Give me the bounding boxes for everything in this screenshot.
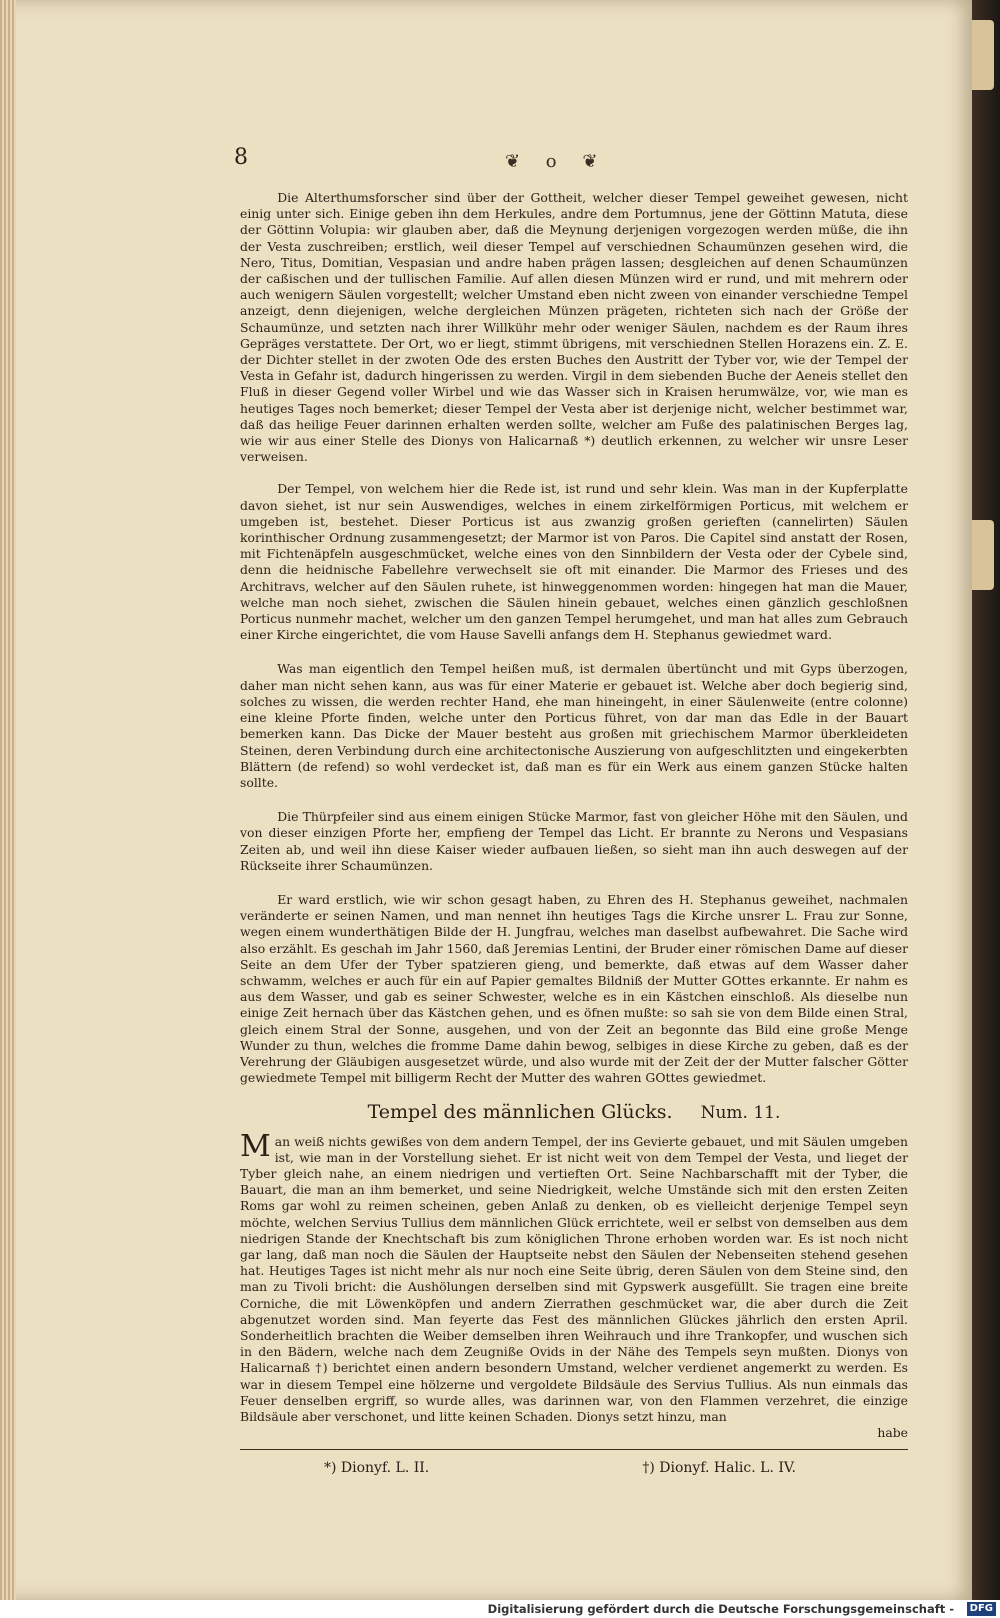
page-header	[234, 145, 908, 190]
dfg-logo: DFG	[967, 1602, 996, 1616]
page-number: 8	[234, 145, 248, 170]
paragraph-3: Was man eigentlich den Tempel heißen muß, ist dermalen übertüncht und mit Gyps überzogen, daher man nicht sehen kann, aus was für einer Materie er gebauet ist. Welche aber doch begierig sind, solches zu wissen, die werden rechter Hand, ehe man hineingeht, in einer Säulenweite (entre colonne) eine kleine Pforte finden, welche unter den Porticus führet, von dar man das Edle in der Bauart bemerken kann. Das Dicke der Mauer besteht aus großen mit griechischem Marmor überkleideten Steinen, deren Verbindung durch eine architectonische Auszierung von aufgeschlitzten und eingekerbten Blättern (de refend) so wohl verdecket ist, daß man es für ein Werk aus einem ganzen Stücke halten sollte.	[240, 661, 908, 790]
footnote-1: *) Dionyf. L. II.	[324, 1460, 430, 1477]
page-tab	[972, 20, 994, 90]
paragraph-6	[240, 1128, 908, 1426]
footnotes	[240, 1460, 908, 1476]
drop-capital: M	[240, 1128, 271, 1164]
paragraph-2: Der Tempel, von welchem hier die Rede ist, ist rund und sehr klein. Was man in der Kupferplatte davon siehet, ist nur sein Auswendiges, welches in einem zirkelförmigen Porticus, mit welchem er umgeben ist, bestehet. Dieser Porticus ist aus zwanzig großen gerieften (cannelirten) Säulen korinthischer Ordnung zusammengesetzt; der Marmor ist von Paros. Die Capitel sind anstatt der Rosen, mit Fichtenäpfeln ausgeschmücket, welche eines von den Sinnbildern der Vesta oder der Cybele sind, denn die heidnische Fabellehre verwechselt sie oft mit einander. Die Marmor des Frieses und des Architravs, welcher auf den Säulen ruhete, ist hinweggenommen worden: hingegen hat man die Mauer, welche man noch siehet, zwischen die Säulen hinein gebauet, welches einen gänzlich geschloßnen Porticus nunmehr machet, welcher um den ganzen Tempel herumgehet, und man hat alles zum Gebrauch einer Kirche eingerichtet, die vom Hause Savelli anfangs dem H. Stephanus gewiedmet ward.	[240, 481, 908, 643]
page-tab	[972, 520, 994, 590]
paragraph-1: Die Alterthumsforscher sind über der Gottheit, welcher dieser Tempel geweihet gewesen, nicht einig unter sich. Einige geben ihn dem Herkules, andre dem Portumnus, jene der Göttinn Matuta, diese der Göttinn Volupia: wir glauben aber, daß die Meynung derjenigen vorgezogen werden müße, die ihn der Vesta zuschreiben; erstlich, weil dieser Tempel auf verschiednen Schaumünzen gesehen wird, die Nero, Titus, Domitian, Vespasian und andre haben prägen lassen; desgleichen auf denen Schaumünzen der caßischen und der tullischen Familie. Auf allen diesen Münzen wird er rund, und mit mehrern oder auch wenigern Säulen vorgestellt; welcher Umstand eben nicht zween von einander verschiedne Tempel anzeigt, denn diejenigen, welche dergleichen Münzen prägeten, richteten sich nach der Größe der Schaumünze, und setzten nach ihrer Willkühr mehr oder weniger Säulen, nachdem es der Raum ihres Gepräges verstattete. Der Ort, wo er liegt, stimmt übrigens, mit verschiednen Stellen Horazens ein. Z. E. der Dichter stellet in der zwoten Ode des ersten Buches den Austritt der Tyber vor, wie der Tempel der Vesta in Gefahr ist, dadurch hingerissen zu werden. Virgil in dem siebenden Buche der Aeneis stellet den Fluß in dieser Gegend voller Wirbel und wie das Wasser sich in Kraisen herumwälze, vor, wie man es heutiges Tages noch bemerket; dieser Tempel der Vesta aber ist derjenige nicht, welcher bestimmet war, daß das heilige Feuer darinnen erhalten werden sollte, welcher am Fuße des palatinischen Berges lag, wie wir aus einer Stelle des Dionys von Halicarnaß *) deutlich erkennen, zu welcher wir unsre Leser verweisen.	[240, 190, 908, 465]
paragraph-4: Die Thürpfeiler sind aus einem einigen Stücke Marmor, fast von gleicher Höhe mit den Säulen, und von dieser einzigen Pforte her, empfieng der Tempel das Licht. Er brannte zu Nerons und Vespasians Zeiten ab, und weil ihn diese Kaiser wieder aufbauen ließen, so sieht man ihn auch deswegen auf der Rückseite ihrer Schaumünzen.	[240, 809, 908, 873]
page-content	[234, 145, 908, 1477]
digitization-credit: Digitalisierung gefördert durch die Deutsche Forschungsgemeinschaft -	[487, 1602, 954, 1616]
paragraph-6-text: an weiß nichts gewißes von dem andern Tempel, der ins Gevierte gebauet, und mit Säulen umgeben ist, wie man in der Vorstellung siehet. Er ist nicht weit von dem Tempel der Vesta, und lieget der Tyber gleich nahe, an einem niedrigen und vertieften Ort. Seine Nachbarschafft mit der Tyber, die Bauart, die man an ihm bemerket, und seine Niedrigkeit, welche Umstände sich mit den ersten Zeiten Roms gar wohl zu reimen scheinen, geben Anlaß zu denken, ob es vielleicht derjenige Tempel seyn möchte, welchen Servius Tullius dem männlichen Glück errichtete, weil er selbst von demselben aus dem niedrigen Stande der Knechtschaft bis zum königlichen Throne erhoben worden war. Es ist noch nicht gar lang, daß man noch die Säulen der Hauptseite nebst den Säulen der Nebenseiten stehend gesehen hat. Heutiges Tages ist nicht mehr als nur noch eine Seite übrig, deren Säulen von dem Steine sind, den man zu Tivoli bricht: die Aushölungen derselben sind mit Gypswerk ausgefüllt. Sie tragen eine breite Corniche, die mit Löwenköpfen und andern Zierrathen geschmücket war, die aber durch die Zeit abgenutzet worden sind. Man feyerte das Fest des männlichen Glückes jährlich den ersten April. Sonderheitlich brachten die Weiber demselben ihren Weihrauch und ihre Trankopfer, und wuschen sich in den Bädern, welche nach dem Zeugniße Ovids in der Nähe des Tempels seyn mußten. Dionys von Halicarnaß †) berichtet einen andern besondern Umstand, welcher verdienet angemerkt zu werden. Es war in diesem Tempel eine hölzerne und vergoldete Bildsäule des Servius Tullius. Als nun einmals das Feuer denselben ergriff, so wurde alles, was darinnen war, von den Flammen verzehret, die einzige Bildsäule aber verschonet, und litte keinen Schaden. Dionys setzt hinzu, man	[240, 1133, 908, 1425]
digitization-footer	[0, 1600, 1000, 1618]
paragraph-5: Er ward erstlich, wie wir schon gesagt haben, zu Ehren des H. Stephanus geweihet, nachmalen veränderte er seinen Namen, und man nennet ihn heutiges Tags die Kirche unsrer L. Frau zur Sonne, wegen einem wunderthätigen Bilde der H. Jungfrau, welches man daselbst aufbewahret. Die Sache wird also erzählt. Es geschah im Jahr 1560, daß Jeremias Lentini, der Bruder einer römischen Dame auf dieser Seite an dem Ufer der Tyber spatzieren gieng, und bemerkte, daß etwas auf dem Wasser daher schwamm, welches er auch für ein auf Papier gemaltes Bildniß der Mutter GOttes erkannte. Er nahm es aus dem Wasser, und gab es seiner Schwester, welche es in ein Kästchen einschloß. Als dieselbe nun einige Zeit hernach über das Kästchen gehen, und es öfnen mußte: so sah sie von dem Bilde einen Stral, gleich einem Stral der Sonne, ausgehen, und von der Zeit an begonnte das Bild eine große Menge Wunder zu thun, welches die fromme Dame dahin bewog, selbiges in diese Kirche zu geben, daß es der Verehrung der Gläubigen ausgesetzet würde, und also wurde mit der Zeit der der Mutter falscher Götter gewiedmete Tempel mit billigerm Recht der Mutter des wahren GOttes gewiedmet.	[240, 891, 908, 1086]
header-ornament: ❦ o ❦	[505, 151, 608, 172]
section-title: Tempel des männlichen Glücks.	[367, 1101, 673, 1124]
section-number: Num. 11.	[700, 1103, 781, 1124]
page-stack-edges	[0, 0, 16, 1600]
book-spine-shadow	[972, 0, 1000, 1600]
footnote-2: †) Dionyf. Halic. L. IV.	[642, 1460, 796, 1477]
section-heading	[240, 1101, 908, 1124]
footnote-rule	[240, 1449, 908, 1450]
catchword: habe	[877, 1425, 908, 1441]
